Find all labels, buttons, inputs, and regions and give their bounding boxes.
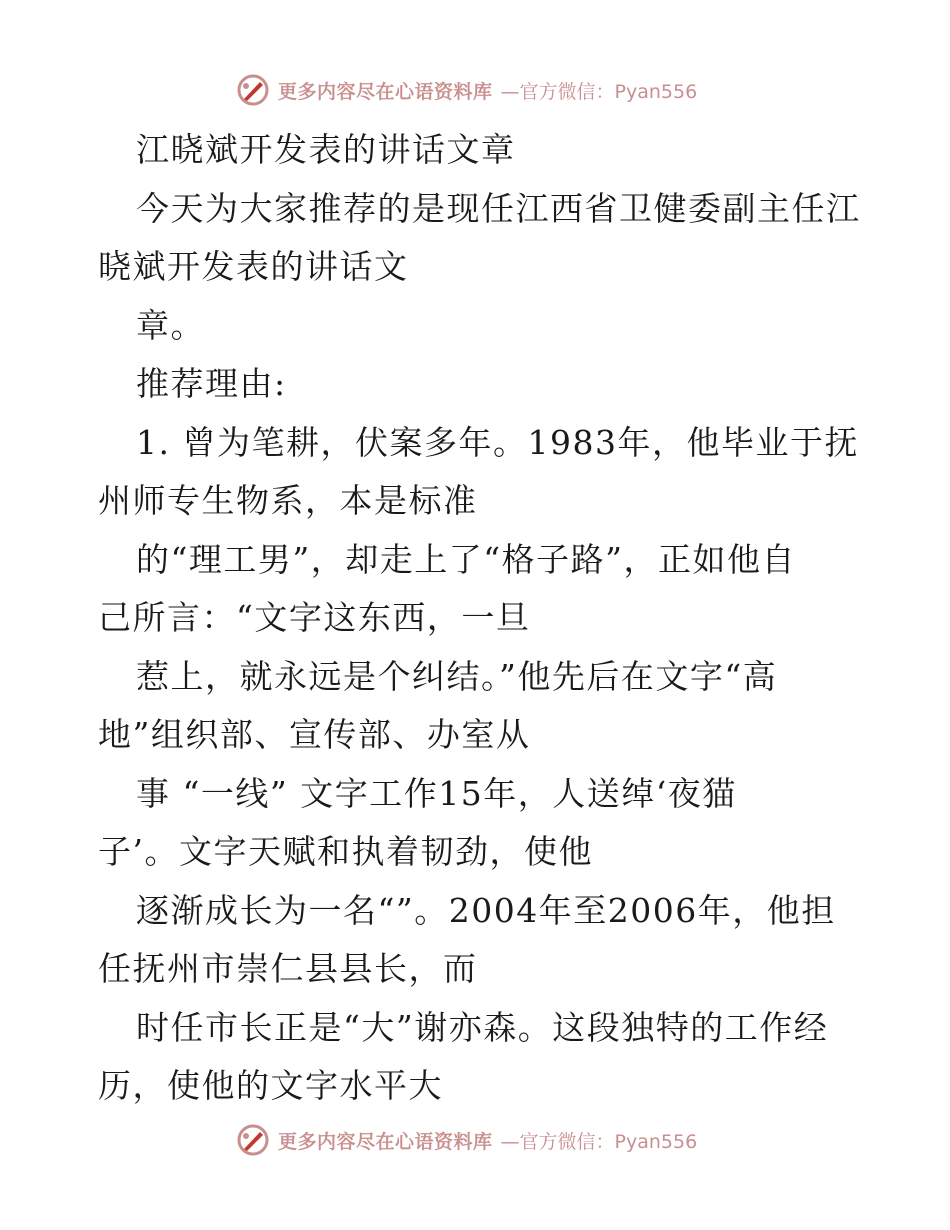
- paragraph-line: 子’。文字天赋和执着韧劲，使他: [98, 832, 593, 871]
- footer-watermark: [236, 1122, 697, 1158]
- paragraph-line: 的“理工男”，却走上了“格子路”，正如他自: [136, 539, 796, 579]
- paragraph-line: 时任市长正是“大”谢亦森。这段独特的工作经: [136, 1007, 829, 1047]
- paragraph-line: 章。: [136, 305, 205, 345]
- paragraph-line: 任抚州市崇仁县县长，而: [98, 949, 478, 988]
- section-heading: 推荐理由:: [136, 364, 287, 403]
- paragraph-line: 己所言：“文字这东西，一旦: [98, 598, 531, 637]
- paragraph-line: 1. 曾为笔耕，伏案多年。1983年，他毕业于抚: [136, 422, 859, 462]
- document-title: 江晓斌开发表的讲话文章: [136, 130, 516, 169]
- watermark-text: 更多内容尽在心语资料库: [278, 1130, 493, 1153]
- paragraph-line: 逐渐成长为一名“”。2004年至2006年，他担: [136, 890, 836, 930]
- paragraph-line: 惹上，就永远是个纠结。”他先后在文字“高: [136, 656, 778, 696]
- pen-seal-icon: [236, 1123, 270, 1157]
- document-body: [98, 121, 868, 1116]
- watermark-wechat: —官方微信：Pyan556: [500, 1130, 698, 1153]
- header-watermark: [236, 72, 697, 108]
- paragraph-line: 州师专生物系，本是标准: [98, 481, 478, 520]
- paragraph-line: 事 “一线” 文字工作15年，人送绰‘夜猫: [136, 773, 737, 813]
- pen-seal-icon: [236, 73, 270, 107]
- watermark-text: 更多内容尽在心语资料库: [278, 80, 493, 103]
- watermark-wechat: —官方微信：Pyan556: [500, 80, 698, 103]
- paragraph-line: 今天为大家推荐的是现任江西省卫健委副主任江: [136, 188, 861, 228]
- paragraph-line: 历，使他的文字水平大: [98, 1066, 443, 1105]
- paragraph-line: 晓斌开发表的讲话文: [98, 247, 409, 286]
- paragraph-line: 地”组织部、宣传部、办室从: [98, 715, 531, 754]
